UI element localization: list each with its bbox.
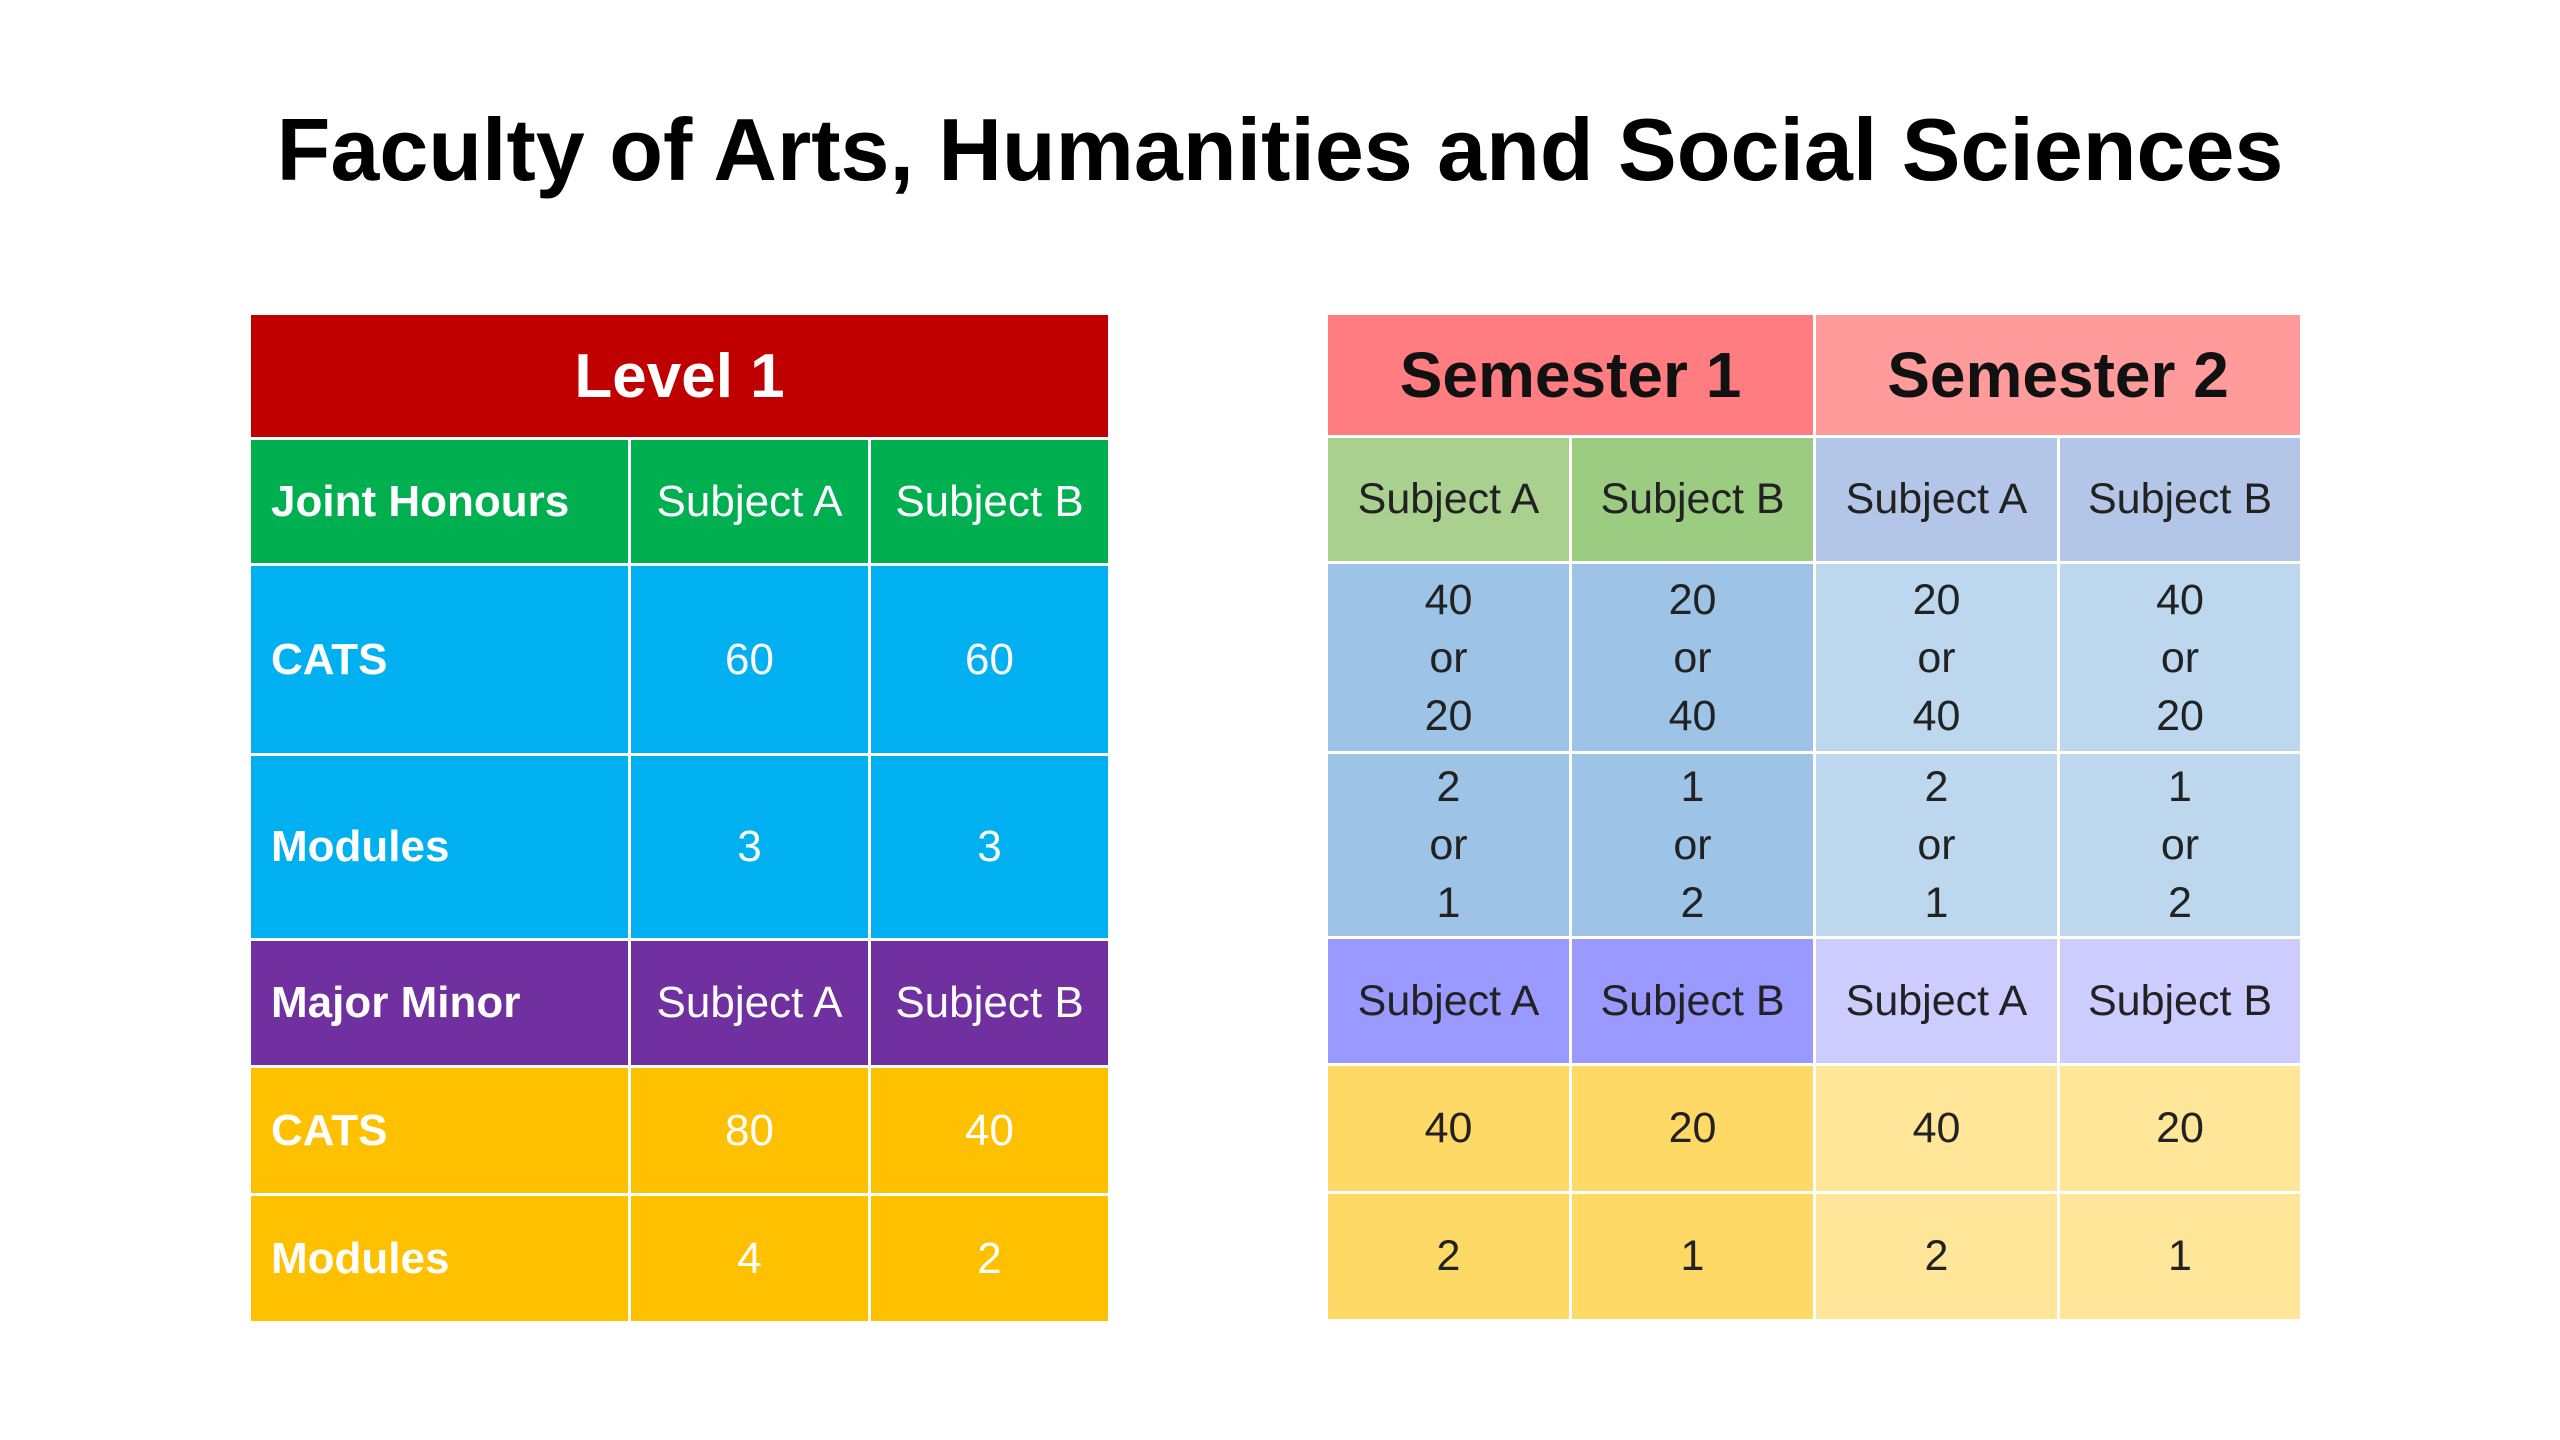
joint-subject-cell: Subject B	[1571, 437, 1815, 563]
major-cats-b: 40	[870, 1067, 1110, 1195]
major-modules-a: 4	[630, 1195, 870, 1323]
or-text: or	[1917, 633, 1956, 682]
major-cats-a: 80	[630, 1067, 870, 1195]
level-header: Level 1	[250, 314, 1110, 439]
value-text: 1	[1680, 763, 1705, 811]
or-text: or	[1673, 633, 1712, 682]
joint-cats-cell	[1815, 563, 2059, 753]
or-text: or	[2160, 633, 2200, 682]
joint-subject-cell: Subject A	[1327, 437, 1571, 563]
joint-cats-label: CATS	[250, 565, 630, 755]
value-text: 1	[2168, 763, 2192, 811]
value-text: 1	[1436, 879, 1461, 927]
major-cats-label: CATS	[250, 1067, 630, 1195]
joint-cats-cell	[2059, 563, 2302, 753]
joint-modules-cell	[2059, 753, 2302, 938]
major-subject-cell: Subject B	[1571, 938, 1815, 1065]
semester-1-header: Semester 1	[1327, 314, 1815, 437]
major-modules-label: Modules	[250, 1195, 630, 1323]
joint-modules-label: Modules	[250, 755, 630, 940]
major-cats-cell: 40	[1815, 1065, 2059, 1193]
major-modules-b: 2	[870, 1195, 1110, 1323]
value-text: 20	[2156, 691, 2204, 740]
or-text: or	[1673, 821, 1712, 869]
value-text: 2	[1924, 763, 1949, 811]
joint-subject-b: Subject B	[870, 439, 1110, 565]
joint-subject-cell: Subject A	[1815, 437, 2059, 563]
or-text: or	[1429, 821, 1468, 869]
major-modules-cell: 1	[2059, 1193, 2302, 1321]
value-text: 40	[1912, 691, 1961, 740]
or-text: or	[1917, 821, 1956, 869]
major-cats-cell: 20	[1571, 1065, 1815, 1193]
major-subject-cell: Subject A	[1327, 938, 1571, 1065]
value-text: 40	[1668, 691, 1717, 740]
value-text: 2	[1680, 879, 1705, 927]
joint-cats-a: 60	[630, 565, 870, 755]
major-subject-a: Subject A	[630, 940, 870, 1067]
major-subject-cell: Subject A	[1815, 938, 2059, 1065]
value-text: 40	[1424, 575, 1473, 624]
joint-cats-cell	[1327, 563, 1571, 753]
level-1-table	[248, 312, 1111, 1324]
joint-cats-cell	[1571, 563, 1815, 753]
or-text: or	[1429, 633, 1468, 682]
major-modules-cell: 1	[1571, 1193, 1815, 1321]
value-text: 20	[1912, 575, 1961, 624]
or-text: or	[2160, 821, 2200, 869]
joint-honours-label: Joint Honours	[250, 439, 630, 565]
joint-subject-cell: Subject B	[2059, 437, 2302, 563]
major-cats-cell: 20	[2059, 1065, 2302, 1193]
value-text: 20	[1668, 575, 1717, 624]
joint-modules-cell	[1571, 753, 1815, 938]
joint-modules-cell	[1327, 753, 1571, 938]
major-cats-cell: 40	[1327, 1065, 1571, 1193]
major-subject-b: Subject B	[870, 940, 1110, 1067]
value-text: 2	[1436, 763, 1461, 811]
joint-modules-a: 3	[630, 755, 870, 940]
value-text: 40	[2156, 575, 2204, 624]
value-text: 20	[1424, 691, 1473, 740]
major-modules-cell: 2	[1815, 1193, 2059, 1321]
semester-table	[1325, 312, 2303, 1322]
joint-subject-a: Subject A	[630, 439, 870, 565]
semester-2-header: Semester 2	[1815, 314, 2302, 437]
joint-modules-cell	[1815, 753, 2059, 938]
joint-cats-b: 60	[870, 565, 1110, 755]
joint-modules-b: 3	[870, 755, 1110, 940]
major-subject-cell: Subject B	[2059, 938, 2302, 1065]
value-text: 1	[1924, 879, 1949, 927]
page-title: Faculty of Arts, Humanities and Social Sciences	[276, 100, 2284, 199]
major-minor-label: Major Minor	[250, 940, 630, 1067]
major-modules-cell: 2	[1327, 1193, 1571, 1321]
value-text: 2	[2168, 879, 2192, 927]
